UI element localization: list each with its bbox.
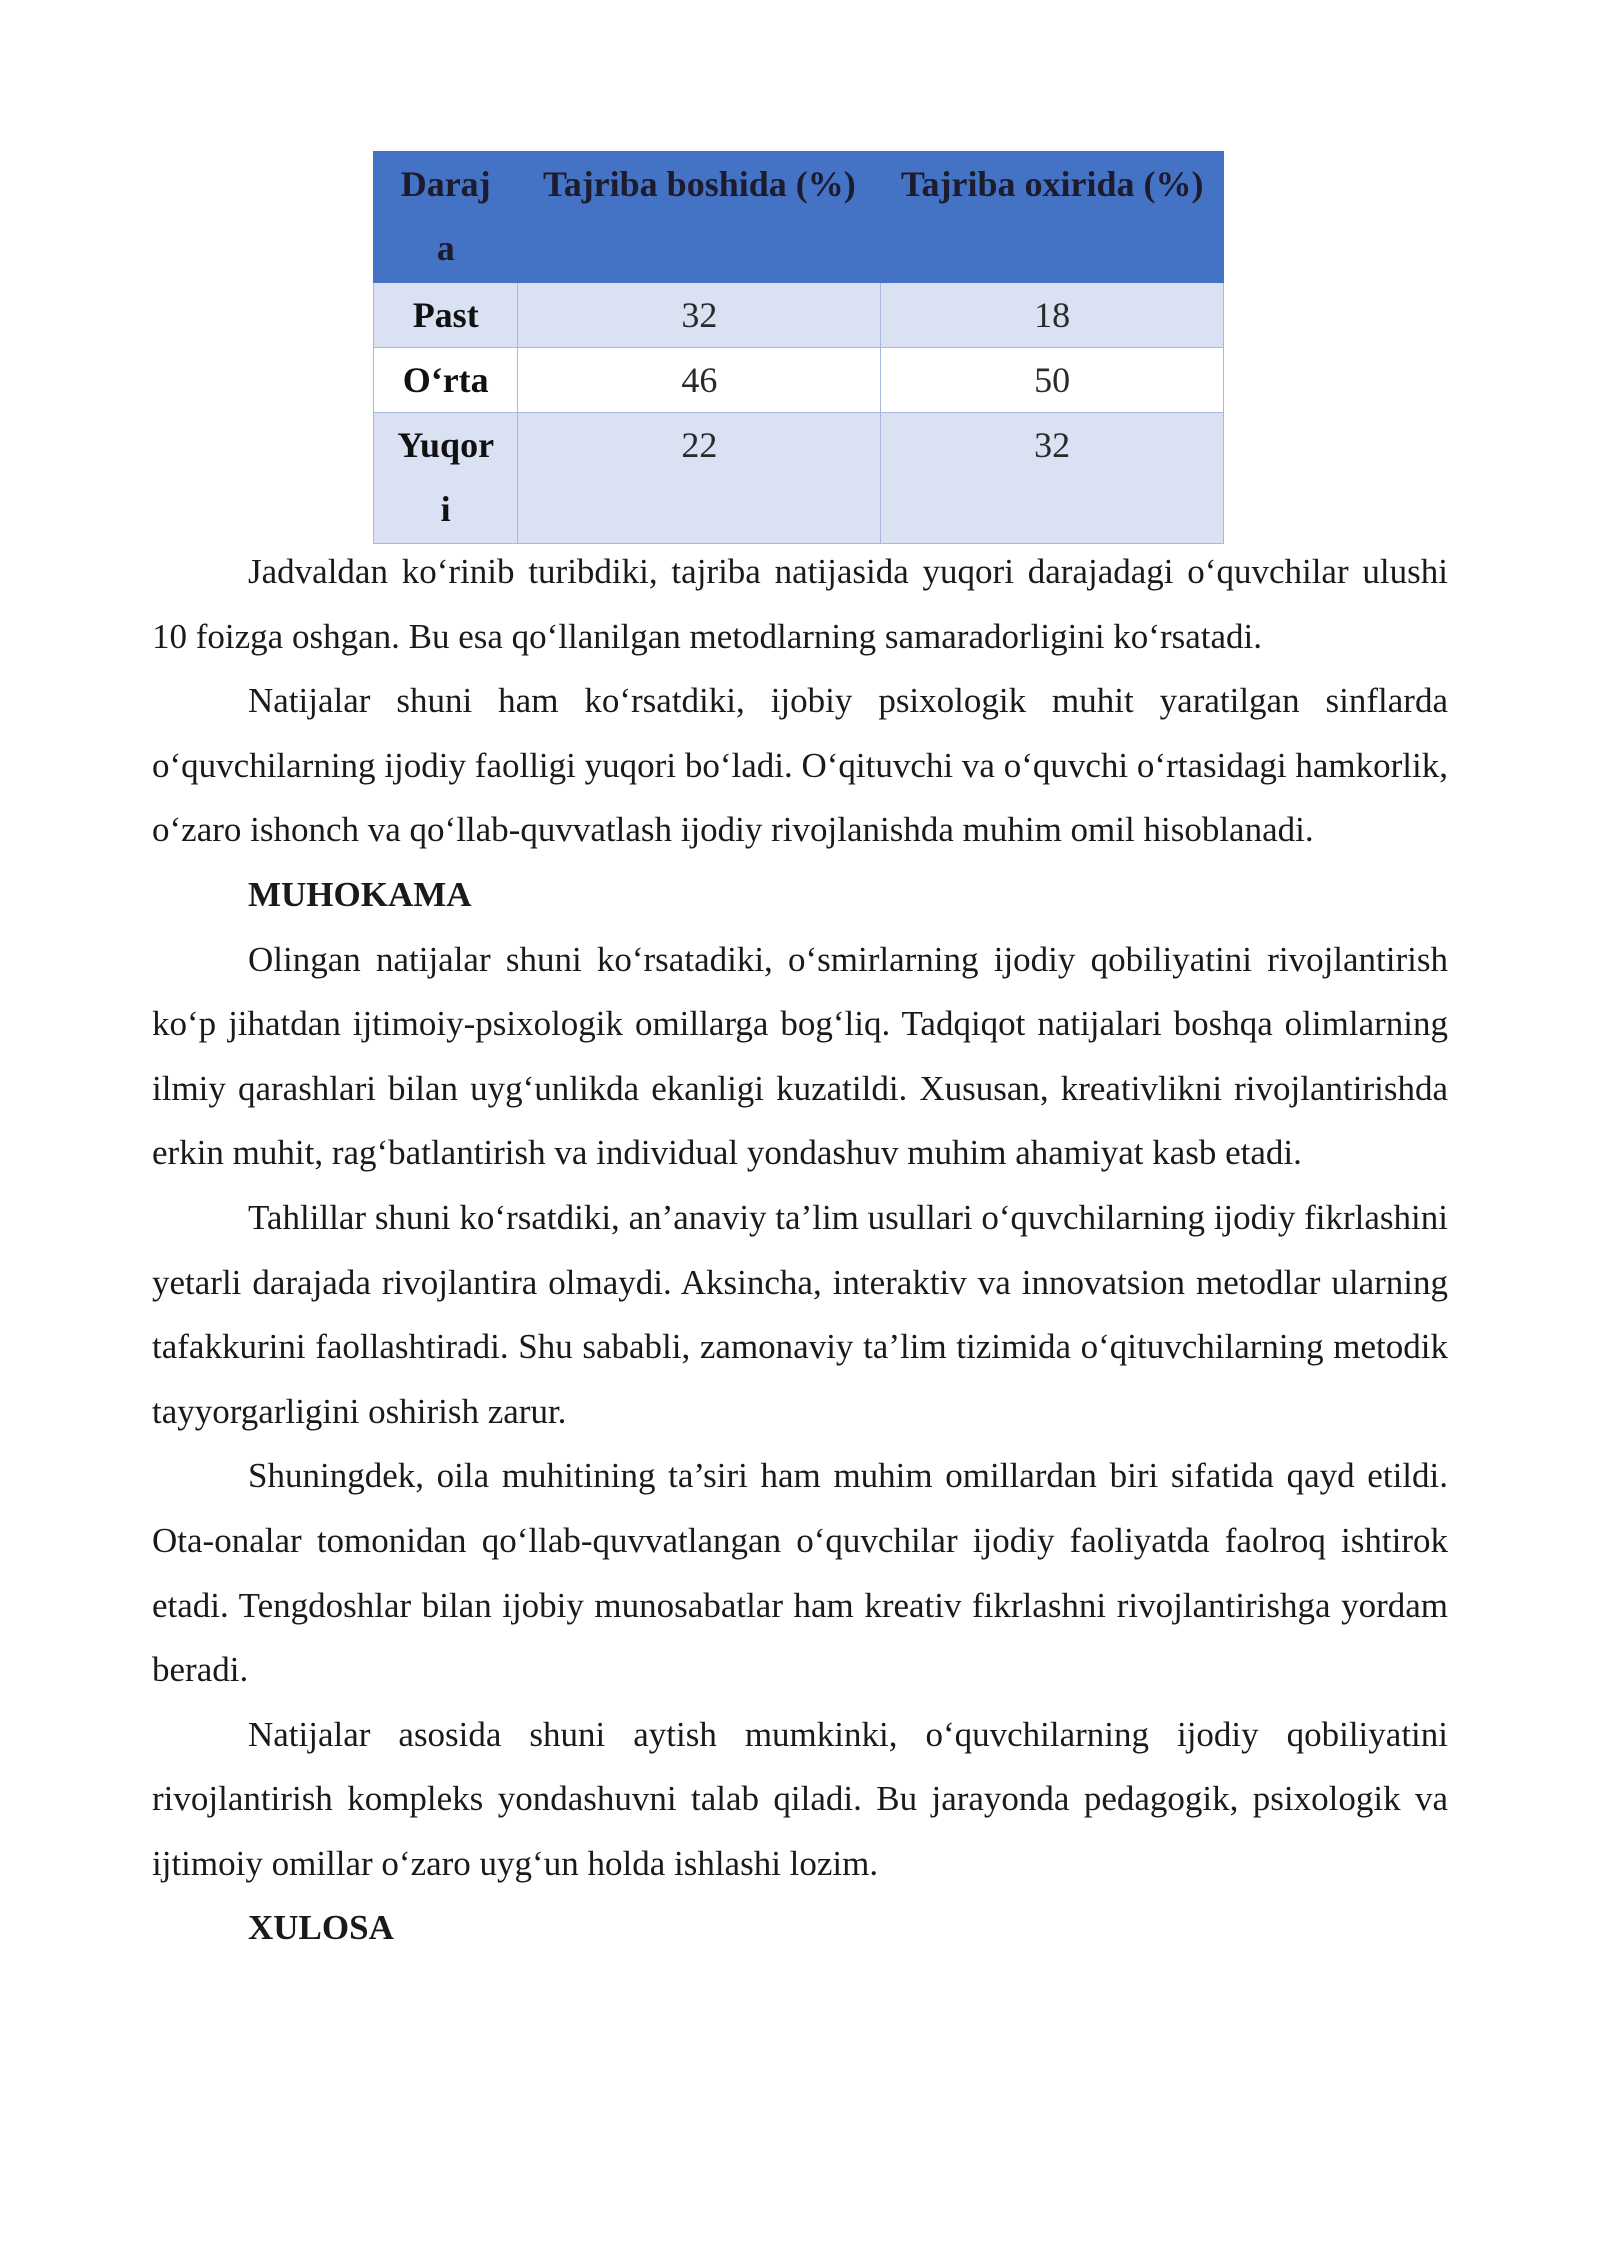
row-start-value: 32: [518, 283, 881, 348]
paragraph: Olingan natijalar shuni ko‘rsatadiki, o‘smirlarning ijodiy qobiliyatini rivojlantirish ko‘p jihatdan ijtimoiy-psixologik omillarga bog‘liq. Tadqiqot natijalari boshqa olimlarning ilmiy qarashlari bilan uyg‘unlikda ekanligi kuzatildi. Xususan, kreativlikni rivojlantirishda erkin muhit, rag‘batlantirish va individual yondashuv muhim ahamiyat kasb etadi.: [152, 939, 1448, 1173]
paragraph: Shuningdek, oila muhitining ta’siri ham muhim omillardan biri sifatida qayd etildi. Ota-onalar tomonidan qo‘llab-quvvatlangan o‘quvchilar ijodiy faoliyatda faolroq ishtirok etadi. Tengdoshlar bilan ijobiy munosabatlar ham kreativ fikrlashni rivojlantirishga yordam beradi.: [152, 1456, 1448, 1690]
row-end-value: 32: [881, 413, 1224, 544]
row-end-value: 18: [881, 283, 1224, 348]
row-level: Past: [374, 283, 518, 348]
row-end-value: 50: [881, 348, 1224, 413]
paragraph: Jadvaldan ko‘rinib turibdiki, tajriba natijasida yuqori darajadagi o‘quvchilar ulushi 10 foizga oshgan. Bu esa qo‘llanilgan metodlarning samaradorligini ko‘rsatadi.: [152, 552, 1448, 656]
table-row: [374, 413, 1224, 544]
section-heading-discussion: MUHOKAMA: [248, 874, 472, 914]
table-row: [374, 348, 1224, 413]
paragraph: Natijalar shuni ham ko‘rsatdiki, ijobiy psixologik muhit yaratilgan sinflarda o‘quvchilarning ijodiy faolligi yuqori bo‘ladi. O‘qituvchi va o‘quvchi o‘rtasidagi hamkorlik, o‘zaro ishonch va qo‘llab-quvvatlash ijodiy rivojlanishda muhim omil hisoblanadi.: [152, 681, 1448, 850]
row-start-value: 46: [518, 348, 881, 413]
results-table: [373, 151, 1224, 544]
row-level: Yuqori: [374, 413, 518, 544]
section-heading-conclusion: XULOSA: [248, 1908, 394, 1948]
row-start-value: 22: [518, 413, 881, 544]
header-start: Tajriba boshida (%): [518, 152, 881, 283]
paragraph: Natijalar asosida shuni aytish mumkinki, o‘quvchilarning ijodiy qobiliyatini rivojlantirish kompleks yondashuvni talab qiladi. Bu jarayonda pedagogik, psixologik va ijtimoiy omillar o‘zaro uyg‘un holda ishlashi lozim.: [152, 1714, 1448, 1883]
header-level: Daraja: [374, 152, 518, 283]
row-level: O‘rta: [374, 348, 518, 413]
table-row: [374, 283, 1224, 348]
header-end: Tajriba oxirida (%): [881, 152, 1224, 283]
table-header-row: [374, 152, 1224, 283]
body-text: [152, 540, 1448, 1961]
paragraph: Tahlillar shuni ko‘rsatdiki, an’anaviy ta’lim usullari o‘quvchilarning ijodiy fikrlashini yetarli darajada rivojlantira olmaydi. Aksincha, interaktiv va innovatsion metodlar ularning tafakkurini faollashtiradi. Shu sababli, zamonaviy ta’lim tizimida o‘qituvchilarning metodik tayyorgarligini oshirish zarur.: [152, 1197, 1448, 1431]
